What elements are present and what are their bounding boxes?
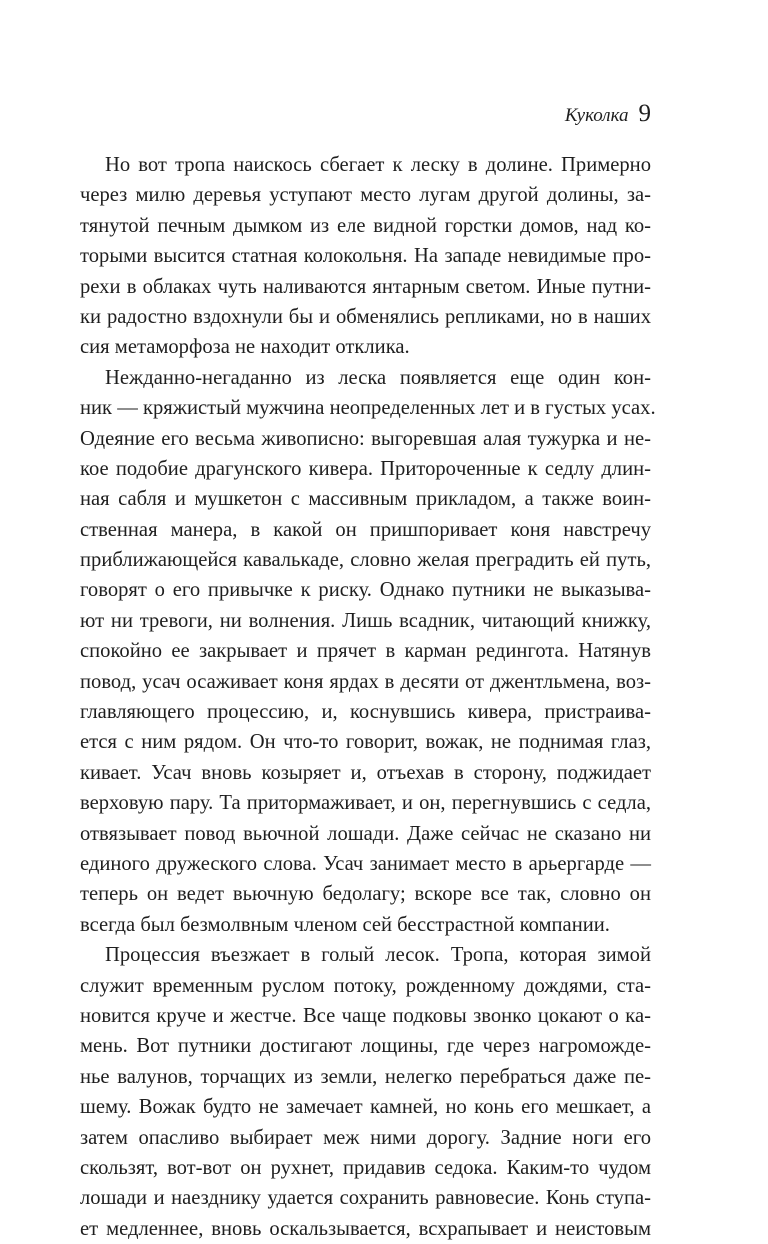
paragraph — [80, 363, 656, 940]
text-line: ют ни тревоги, ни волнения. Лишь всадник, читающий книжку, — [80, 609, 651, 632]
text-line: торыми высится статная колокольня. На западе невидимые про- — [80, 245, 651, 268]
text-line: через милю деревья уступают место лугам другой долины, за- — [80, 184, 651, 207]
text-line: Нежданно-негаданно из леска появляется еще один кон- — [105, 366, 651, 389]
text-line: главляющего процессию, и, коснувшись кивера, пристраива- — [80, 701, 651, 724]
text-line: ник — кряжистый мужчина неопределенных лет и в густых усах. — [80, 397, 656, 420]
text-line: всегда был безмолвным членом сей бесстрастной компании. — [80, 913, 610, 936]
text-line: спокойно ее закрывает и прячет в карман редингота. Натянув — [80, 640, 651, 663]
text-line: лошади и наезднику удается сохранить равновесие. Конь ступа- — [80, 1187, 651, 1210]
text-line: мень. Вот путники достигают лощины, где через нагроможде- — [80, 1035, 651, 1058]
text-line: говорят о его привычке к риску. Однако путники не выказыва- — [80, 579, 651, 602]
text-line: верховую пару. Та притормаживает, и он, перегнувшись с седла, — [80, 792, 651, 815]
text-line: единого дружеского слова. Усач занимает место в арьергарде — — [80, 852, 651, 875]
running-head — [80, 100, 651, 134]
text-line: ственная манера, в какой он пришпоривает коня навстречу — [80, 518, 651, 541]
text-line: Но вот тропа наискось сбегает к леску в долине. Примерно — [105, 154, 651, 176]
text-line: скользят, вот-вот он рухнет, придавив седока. Каким-то чудом — [80, 1156, 651, 1179]
text-line: рехи в облаках чуть наливаются янтарным светом. Иные путни- — [80, 275, 651, 298]
text-line: Одеяние его весьма живописно: выгоревшая алая тужурка и не- — [80, 427, 651, 450]
text-line: ки радостно вздохнули бы и обменялись репликами, но в наших — [80, 305, 651, 328]
text-line: шему. Вожак будто не замечает камней, но конь его мешкает, а — [80, 1096, 651, 1119]
text-line: теперь он ведет вьючную бедолагу; вскоре все так, словно он — [80, 883, 651, 906]
text-line: тянутой печным дымком из еле видной горстки домов, над ко- — [80, 214, 651, 237]
text-line: служит временным руслом потоку, рожденному дождями, ста- — [80, 974, 651, 997]
text-line: сия метаморфоза не находит отклика. — [80, 336, 410, 359]
text-line: ет медленнее, вновь оскальзывается, всхрапывает и неистовым — [80, 1217, 651, 1240]
text-line: затем опасливо выбирает меж ними дорогу. Задние ноги его — [80, 1126, 651, 1149]
text-line: новится круче и жестче. Все чаще подковы звонко цокают о ка- — [80, 1004, 651, 1027]
text-line: кое подобие драгунского кивера. Приторoченные к седлу длин- — [80, 457, 651, 480]
running-title: Куколка — [564, 105, 629, 126]
page-number: 9 — [638, 100, 651, 127]
text-line: Процессия въезжает в голый лесок. Тропа, которая зимой — [105, 944, 651, 967]
text-line: ется с ним рядом. Он что-то говорит, вожак, не поднимая глаз, — [80, 731, 651, 754]
text-line: нье валунов, торчащих из земли, нелегко перебраться даже пе- — [80, 1065, 651, 1088]
body-text — [80, 150, 656, 1244]
text-line: повод, усач осаживает коня ярдах в десяти от джентльмена, воз- — [80, 670, 651, 693]
paragraph — [80, 150, 651, 363]
text-line: приближающейся кавалькаде, словно желая преградить ей путь, — [80, 549, 651, 572]
text-line: ная сабля и мушкетон с массивным прикладом, а также воин- — [80, 488, 651, 511]
text-line: отвязывает повод вьючной лошади. Даже сейчас не сказано ни — [80, 822, 651, 845]
paragraph — [80, 940, 651, 1244]
text-line: кивает. Усач вновь козыряет и, отъехав в сторону, поджидает — [80, 761, 651, 784]
